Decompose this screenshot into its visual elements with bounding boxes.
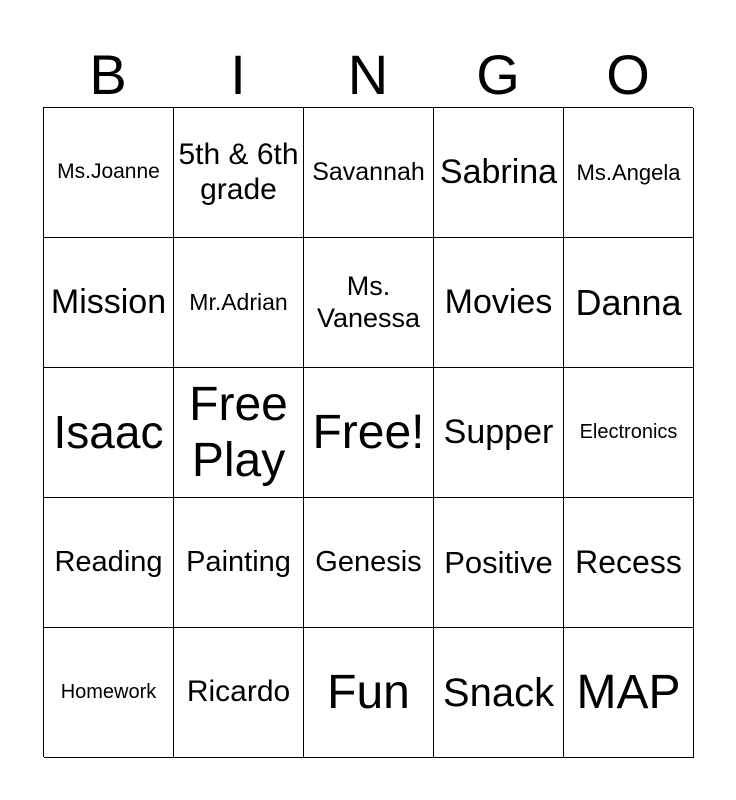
bingo-cell-g-5[interactable] xyxy=(434,628,564,758)
bingo-cell-i-5[interactable] xyxy=(174,628,304,758)
bingo-cell-label: 5th & 6th grade xyxy=(178,138,299,206)
bingo-cell-n-4[interactable] xyxy=(304,498,434,628)
bingo-cell-g-3[interactable] xyxy=(434,368,564,498)
bingo-cell-label: Mr.Adrian xyxy=(189,289,288,316)
bingo-cell-label: Sabrina xyxy=(439,152,558,191)
bingo-board xyxy=(43,107,693,757)
bingo-cell-o-2[interactable] xyxy=(564,238,694,368)
bingo-cell-label: Free Play xyxy=(189,378,288,487)
bingo-cell-label: Isaac xyxy=(53,406,164,459)
bingo-cell-label: Movies xyxy=(444,282,553,321)
bingo-cell-label: Fun xyxy=(327,665,410,719)
bingo-cell-label: Ms.Angela xyxy=(576,159,681,185)
bingo-cell-label: Danna xyxy=(575,281,682,323)
bingo-cell-b-1[interactable] xyxy=(44,108,174,238)
bingo-cell-label: Genesis xyxy=(315,545,422,578)
bingo-cell-n-1[interactable] xyxy=(304,108,434,238)
bingo-cell-g-2[interactable] xyxy=(434,238,564,368)
header-letter-b: B xyxy=(89,43,127,106)
bingo-cell-label: Supper xyxy=(443,412,554,451)
bingo-cell-label: Recess xyxy=(575,544,682,581)
bingo-cell-i-1[interactable] xyxy=(174,108,304,238)
bingo-header xyxy=(43,44,693,106)
bingo-cell-label: Ricardo xyxy=(186,675,291,709)
bingo-cell-label: MAP xyxy=(576,665,681,719)
bingo-cell-o-4[interactable] xyxy=(564,498,694,628)
bingo-cell-label: Homework xyxy=(60,681,157,703)
bingo-cell-label: Mission xyxy=(50,282,167,321)
header-letter-o: O xyxy=(606,43,650,106)
bingo-cell-label: Free! xyxy=(312,405,425,459)
bingo-cell-n-2[interactable] xyxy=(304,238,434,368)
bingo-cell-n-5[interactable] xyxy=(304,628,434,758)
bingo-cell-label: Ms. Vanessa xyxy=(316,271,421,333)
bingo-cell-g-4[interactable] xyxy=(434,498,564,628)
bingo-cell-i-3[interactable] xyxy=(174,368,304,498)
bingo-cell-i-4[interactable] xyxy=(174,498,304,628)
bingo-cell-o-5[interactable] xyxy=(564,628,694,758)
header-letter-n: N xyxy=(347,43,389,106)
bingo-cell-o-3[interactable] xyxy=(564,368,694,498)
bingo-cell-o-1[interactable] xyxy=(564,108,694,238)
bingo-cell-b-5[interactable] xyxy=(44,628,174,758)
header-letter-g: G xyxy=(476,43,520,106)
bingo-cell-label: Positive xyxy=(444,544,553,580)
bingo-cell-b-4[interactable] xyxy=(44,498,174,628)
bingo-cell-label: Painting xyxy=(186,545,291,578)
bingo-cell-label: Snack xyxy=(442,670,555,715)
bingo-cell-b-3[interactable] xyxy=(44,368,174,498)
bingo-cell-n-3[interactable] xyxy=(304,368,434,498)
bingo-cell-g-1[interactable] xyxy=(434,108,564,238)
bingo-cell-i-2[interactable] xyxy=(174,238,304,368)
header-letter-i: I xyxy=(230,43,246,106)
bingo-cell-label: Savannah xyxy=(312,158,425,187)
bingo-cell-label: Reading xyxy=(54,545,163,578)
bingo-cell-label: Ms.Joanne xyxy=(57,160,160,184)
bingo-cell-b-2[interactable] xyxy=(44,238,174,368)
bingo-cell-label: Electronics xyxy=(579,421,678,443)
